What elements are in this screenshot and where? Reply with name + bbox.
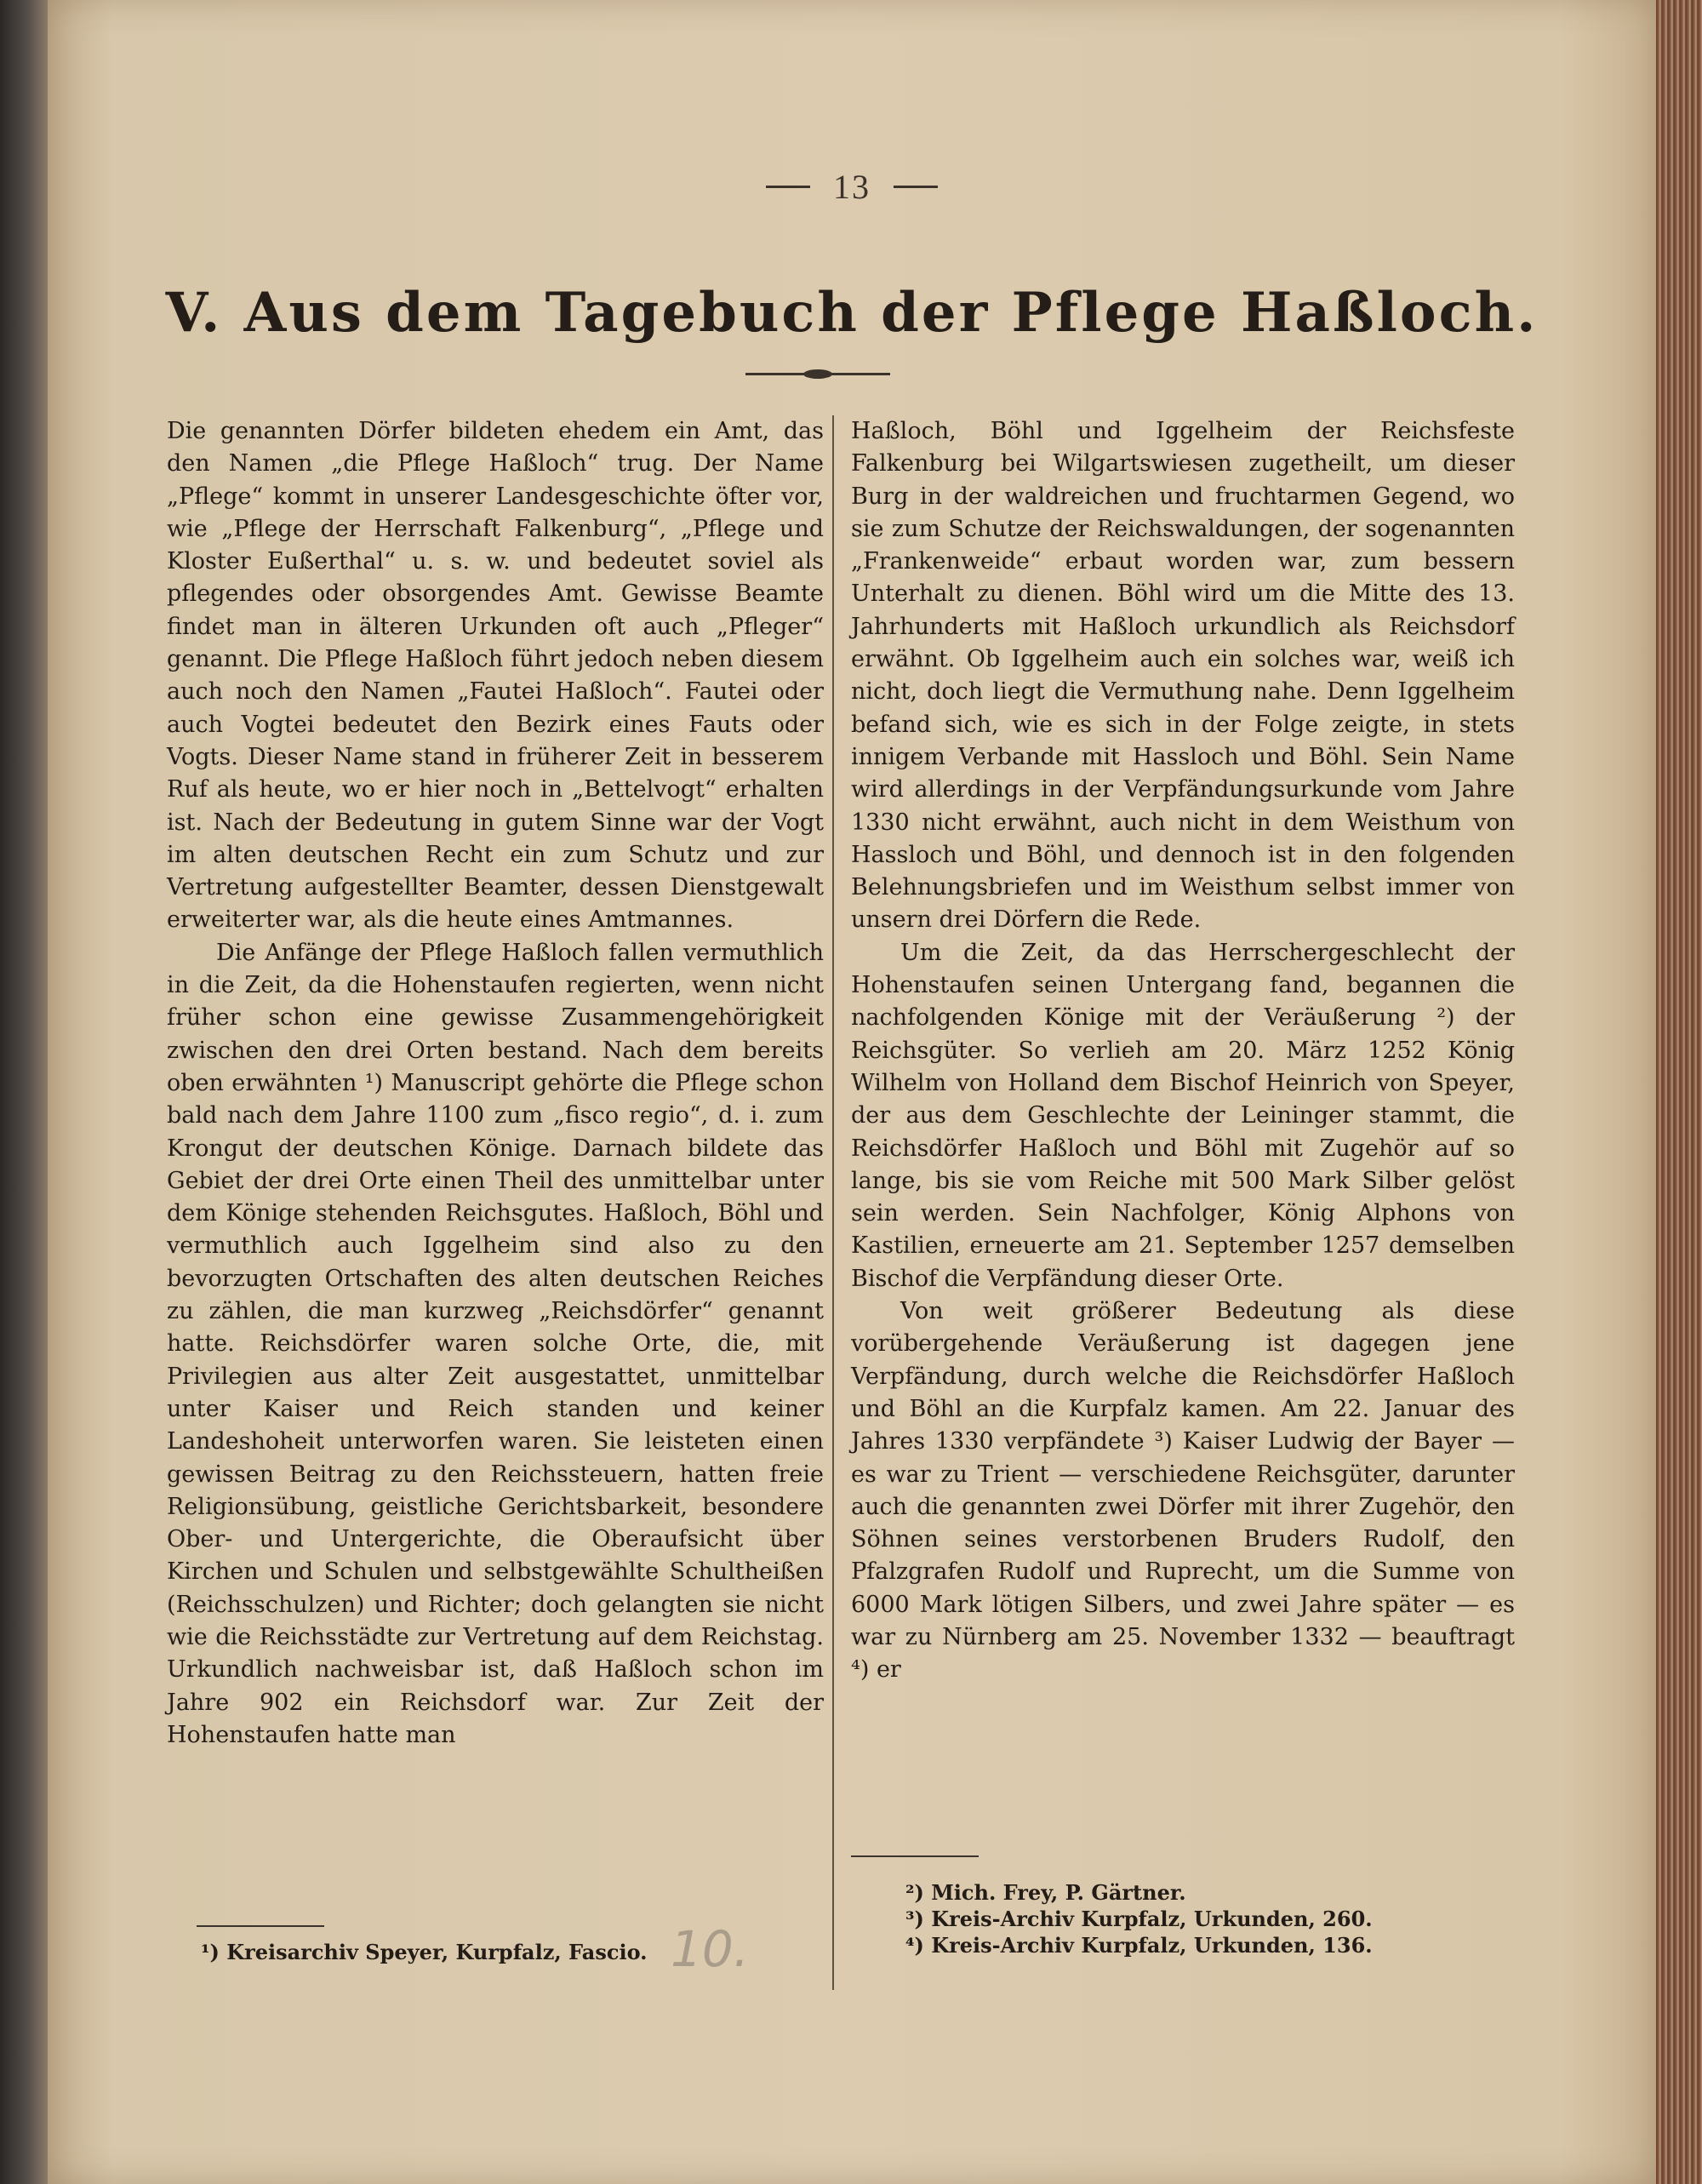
page-header xyxy=(48,167,1656,207)
column-divider xyxy=(832,415,834,1990)
page-number: 13 xyxy=(833,168,871,206)
left-footnote-rule xyxy=(197,1925,324,1927)
right-footnote-rule xyxy=(851,1855,979,1857)
book-page xyxy=(48,0,1656,2184)
left-paragraph-2: Die Anfänge der Pflege Haßloch fallen vermuthlich in die Zeit, da die Hohenstaufen regierten, wenn nicht früher schon eine gewisse Zusammengehörigkeit zwischen den drei Orten bestand. Nach dem bereits oben erwähnten ¹) Manuscript gehörte die Pflege schon bald nach dem Jahre 1100 zum „fisco regio“, d. i. zum Krongut der deutschen Könige. Darnach bildete das Gebiet der drei Orte einen Theil des unmittelbar unter dem Könige stehenden Reichsgutes. Haßloch, Böhl und vermuthlich auch Iggelheim sind also zu den bevorzugten Ortschaften des alten deutschen Reiches zu zählen, die man kurzweg „Reichsdörfer“ genannt hatte. Reichsdörfer waren solche Orte, die, mit Privilegien aus alter Zeit ausgestattet, unmittelbar unter Kaiser und Reich standen und keiner Landeshoheit unterworfen waren. Sie leisteten einen gewissen Beitrag zu den Reichssteuern, hatten freie Religionsübung, geistliche Gerichtsbarkeit, besondere Ober- und Untergerichte, die Oberaufsicht über Kirchen und Schulen und selbstgewählte Schultheißen (Reichsschulzen) und Richter; doch gelangten sie nicht wie die Reichsstädte zur Vertretung auf dem Reichstag. Urkundlich nachweisbar ist, daß Haßloch schon im Jahre 902 ein Reichsdorf war. Zur Zeit der Hohenstaufen hatte man xyxy=(167,939,824,1748)
footnote-4: ⁴) Kreis-Archiv Kurpfalz, Urkunden, 136. xyxy=(905,1933,1373,1958)
pencil-annotation: 10. xyxy=(671,1920,750,1978)
right-paragraph-3: Von weit größerer Bedeutung als diese vorübergehende Veräußerung ist dagegen jene Verpfändung, durch welche die Reichsdörfer Haßloch und Böhl an die Kurpfalz kamen. Am 22. Januar des Jahres 1330 verpfändete ³) Kaiser Ludwig der Bayer — es war zu Trient — verschiedene Reichsgüter, darunter auch die genannten zwei Dörfer mit ihrer Zugehör, den Söhnen seines verstorbenen Bruders Rudolf, den Pfalzgrafen Rudolf und Ruprecht, um die Summe von 6000 Mark lötigen Silbers, und zwei Jahre später — es war zu Nürnberg am 25. November 1332 — beauftragt ⁴) er xyxy=(851,1298,1515,1684)
right-paragraph-1: Haßloch, Böhl und Iggelheim der Reichsfeste Falkenburg bei Wilgartswiesen zugetheilt, um dieser Burg in der waldreichen und fruchtarmen Gegend, wo sie zum Schutze der Reichswaldungen, der sogenannten „Frankenweide“ erbaut worden war, zum bessern Unterhalt zu dienen. Böhl wird um die Mitte des 13. Jahrhunderts mit Haßloch urkundlich als Reichsdorf erwähnt. Ob Iggelheim auch ein solches war, weiß ich nicht, doch liegt die Vermuthung nahe. Denn Iggelheim befand sich, wie es sich in der Folge zeigte, in stets innigem Verbande mit Hassloch und Böhl. Sein Name wird allerdings in der Verpfändungsurkunde vom Jahre 1330 nicht erwähnt, auch nicht in dem Weisthum von Hassloch und Böhl, und dennoch ist in den folgenden Belehnungsbriefen und im Weisthum selbst immer von unsern drei Dörfern die Rede. xyxy=(851,418,1515,934)
scan-background-left xyxy=(0,0,48,2184)
right-paragraph-2: Um die Zeit, da das Herrschergeschlecht der Hohenstaufen seinen Untergang fand, begannen die nachfolgenden Könige mit der Veräußerung ²) der Reichsgüter. So verlieh am 20. März 1252 König Wilhelm von Holland dem Bischof Heinrich von Speyer, der aus dem Geschlechte der Leininger stammt, die Reichsdörfer Haßloch und Böhl mit Zugehör auf so lange, bis sie vom Reiche mit 500 Mark Silber gelöst sein werden. Sein Nachfolger, König Alphons von Kastilien, erneuerte am 21. September 1257 demselben Bischof die Verpfändung dieser Orte. xyxy=(851,939,1515,1292)
footnote-3: ³) Kreis-Archiv Kurpfalz, Urkunden, 260. xyxy=(905,1907,1373,1931)
left-paragraph-1: Die genannten Dörfer bildeten ehedem ein Amt, das den Namen „die Pflege Haßloch“ trug. Der Name „Pflege“ kommt in unserer Landesgeschichte öfter vor, wie „Pflege der Herrschaft Falkenburg“, „Pflege und Kloster Eußerthal“ u. s. w. und bedeutet soviel als pflegendes oder obsorgendes Amt. Gewisse Beamte findet man in älteren Urkunden oft auch „Pfleger“ genannt. Die Pflege Haßloch führt jedoch neben diesem auch noch den Namen „Fautei Haßloch“. Fautei oder auch Vogtei bedeutet den Bezirk eines Fauts oder Vogts. Dieser Name stand in früherer Zeit in besserem Ruf als heute, wo er hier noch in „Bettelvogt“ erhalten ist. Nach der Bedeutung in gutem Sinne war der Vogt im alten deutschen Recht ein zum Schutz und zur Vertretung aufgestellter Beamter, dessen Dienstgewalt erweiterter war, als die heute eines Amtmannes. xyxy=(167,418,824,934)
title-ornament xyxy=(745,373,890,375)
footnote-1: ¹) Kreisarchiv Speyer, Kurpfalz, Fascio. xyxy=(201,1940,648,1964)
page-edges xyxy=(1656,0,1702,2184)
right-column xyxy=(851,415,1515,1687)
right-footnotes xyxy=(905,1879,1518,1958)
header-dash-right xyxy=(894,186,938,188)
footnote-2: ²) Mich. Frey, P. Gärtner. xyxy=(905,1880,1186,1905)
left-column xyxy=(167,415,824,1752)
chapter-title: V. Aus dem Tagebuch der Pflege Haßloch. xyxy=(165,281,1539,345)
header-dash-left xyxy=(766,186,810,188)
